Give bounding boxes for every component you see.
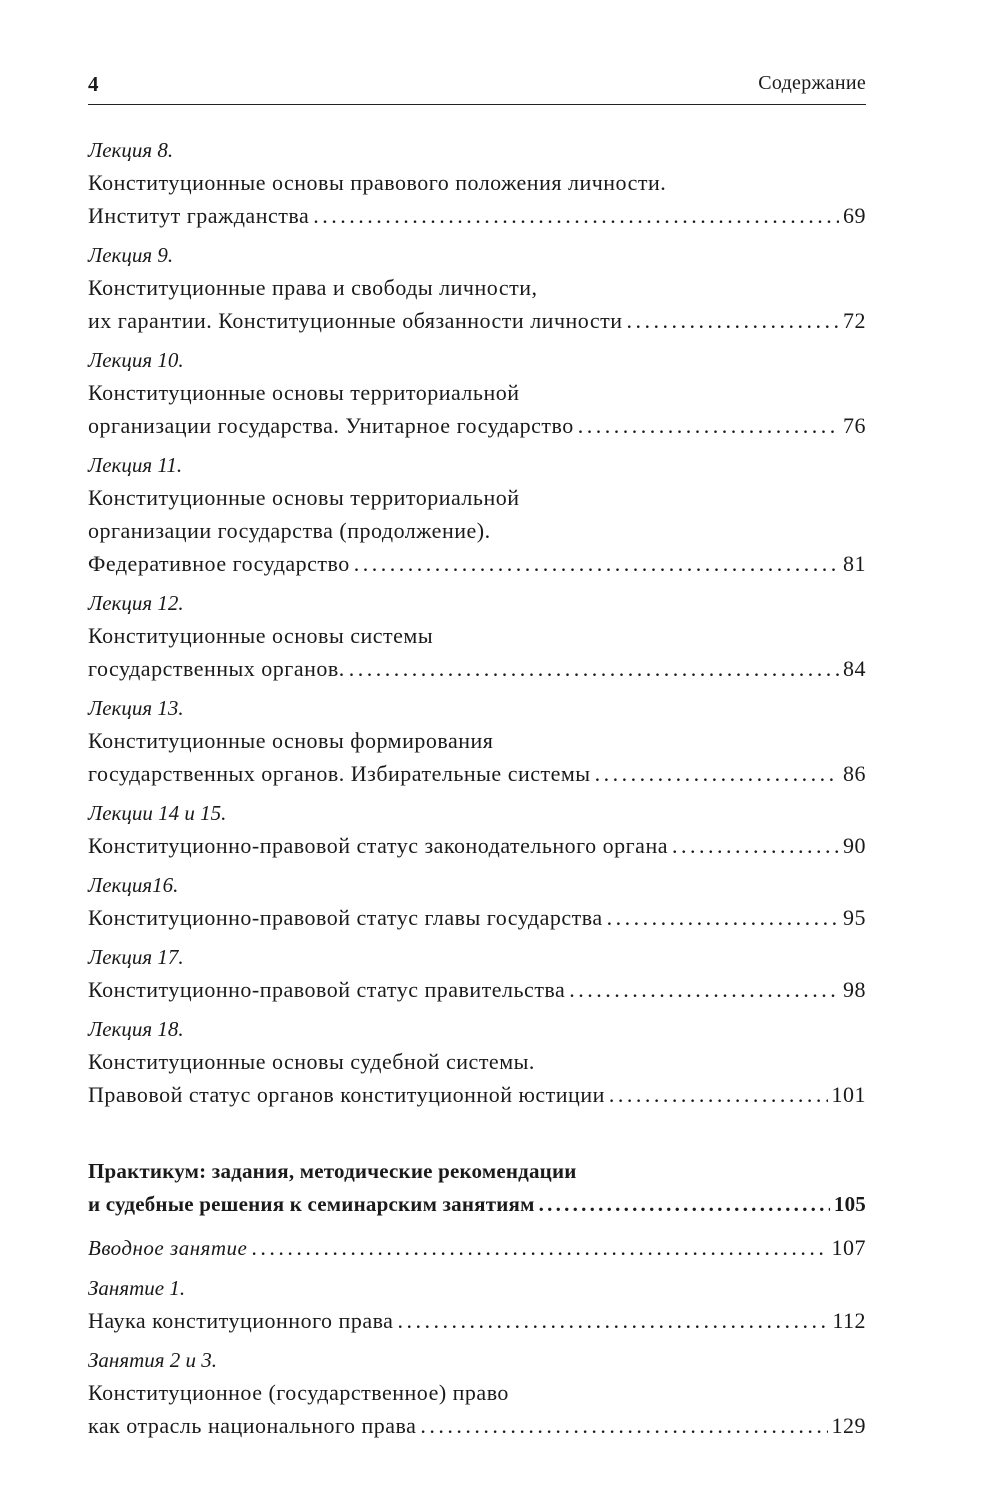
entry-title-last: Конституционно-правовой статус законодательного органа [88, 833, 668, 858]
entry-page: 81 [843, 551, 866, 576]
entry-page: 98 [843, 977, 866, 1002]
toc-row [88, 199, 866, 232]
entry-title-last: Наука конституционного права [88, 1308, 394, 1333]
entry-title-line: Конституционные основы территориальной [88, 485, 520, 510]
entry-label: Лекция 8. [88, 138, 174, 162]
toc-entry[interactable] [88, 344, 866, 442]
toc-entry[interactable] [88, 587, 866, 685]
toc-entry[interactable] [88, 941, 866, 1006]
entry-title-line: организации государства (продолжение). [88, 518, 491, 543]
toc-entry[interactable] [88, 869, 866, 934]
entry-title-last: государственных органов. [88, 656, 345, 681]
entry-page: 107 [831, 1235, 866, 1260]
entry-title-last: Конституционно-правовой статус правительства [88, 977, 566, 1002]
toc-row [88, 1231, 866, 1265]
toc-entry[interactable] [88, 797, 866, 862]
leader-dots [672, 829, 839, 862]
entry-label: Лекции 14 и 15. [88, 801, 227, 825]
entry-title-last: их гарантии. Конституционные обязанности личности [88, 308, 623, 333]
seminar-list [88, 1272, 866, 1442]
toc-row [88, 973, 866, 1006]
toc-row [88, 901, 866, 934]
entry-title-line: Конституционные основы судебной системы. [88, 1049, 535, 1074]
leader-dots [578, 409, 839, 442]
entry-title-last: Институт гражданства [88, 203, 310, 228]
toc-row [88, 409, 866, 442]
toc-row [88, 757, 866, 790]
toc-row [88, 304, 866, 337]
entry-page: 129 [831, 1413, 866, 1438]
entry-title-line: Конституционные основы территориальной [88, 380, 520, 405]
entry-label: Лекция 17. [88, 945, 184, 969]
entry-label: Лекция 13. [88, 696, 184, 720]
entry-title-last: Конституционно-правовой статус главы государства [88, 905, 603, 930]
toc-entry[interactable] [88, 1013, 866, 1111]
table-of-contents [88, 134, 866, 1449]
leader-dots [569, 973, 839, 1006]
entry-label: Лекция 11. [88, 453, 183, 477]
toc-entry[interactable] [88, 692, 866, 790]
page-number: 4 [88, 72, 99, 96]
entry-label: Лекция 12. [88, 591, 184, 615]
leader-dots [595, 757, 839, 790]
toc-entry-intro[interactable] [88, 1231, 866, 1265]
toc-entry[interactable] [88, 239, 866, 337]
entry-page: 72 [843, 308, 866, 333]
section-page: 105 [833, 1192, 866, 1216]
entry-title-line: Конституционные права и свободы личности, [88, 275, 538, 300]
toc-row [88, 1409, 866, 1442]
toc-entry[interactable] [88, 1344, 866, 1442]
entry-title-last: государственных органов. Избирательные системы [88, 761, 591, 786]
leader-dots [397, 1304, 828, 1337]
leader-dots [251, 1231, 827, 1264]
entry-title-last: как отрасль национального права [88, 1413, 417, 1438]
entry-title-line: Конституционные основы правового положения личности. [88, 170, 667, 195]
entry-title-last: организации государства. Унитарное государство [88, 413, 574, 438]
entry-label: Занятия 2 и 3. [88, 1348, 218, 1372]
entry-title-line: Конституционное (государственное) право [88, 1380, 509, 1405]
entry-label: Занятие 1. [88, 1276, 186, 1300]
toc-entry[interactable] [88, 1272, 866, 1337]
leader-dots [349, 652, 839, 685]
toc-row [88, 1078, 866, 1111]
toc-row [88, 829, 866, 862]
section-title-line: Практикум: задания, методические рекомендации [88, 1159, 577, 1183]
toc-row [88, 1304, 866, 1337]
section-title-row [88, 1188, 866, 1221]
toc-row [88, 547, 866, 580]
section-title-last: и судебные решения к семинарским занятиям [88, 1192, 535, 1216]
toc-entry[interactable] [88, 449, 866, 580]
entry-page: 95 [843, 905, 866, 930]
leader-dots [627, 304, 840, 337]
entry-page: 101 [831, 1082, 866, 1107]
leader-dots [607, 901, 839, 934]
entry-page: 90 [843, 833, 866, 858]
leader-dots [609, 1078, 828, 1111]
leader-dots [354, 547, 839, 580]
entry-label: Лекция 9. [88, 243, 174, 267]
entry-title-last: Правовой статус органов конституционной юстиции [88, 1082, 605, 1107]
entry-label: Лекция16. [88, 873, 179, 897]
toc-row [88, 652, 866, 685]
entry-title-last: Федеративное государство [88, 551, 350, 576]
entry-title: Вводное занятие [88, 1236, 248, 1260]
running-header [88, 70, 866, 105]
entry-label: Лекция 18. [88, 1017, 184, 1041]
entry-page: 112 [832, 1308, 866, 1333]
entry-title-line: Конституционные основы системы [88, 623, 434, 648]
entry-page: 86 [843, 761, 866, 786]
entry-page: 84 [843, 656, 866, 681]
entry-page: 76 [843, 413, 866, 438]
header-title: Содержание [758, 72, 866, 94]
leader-dots [313, 199, 839, 232]
toc-entry[interactable] [88, 134, 866, 232]
entry-page: 69 [843, 203, 866, 228]
leader-dots [539, 1188, 830, 1221]
section-heading-practicum[interactable] [88, 1155, 866, 1221]
leader-dots [420, 1409, 827, 1442]
entry-title-line: Конституционные основы формирования [88, 728, 494, 753]
lecture-list [88, 134, 866, 1111]
entry-label: Лекция 10. [88, 348, 184, 372]
